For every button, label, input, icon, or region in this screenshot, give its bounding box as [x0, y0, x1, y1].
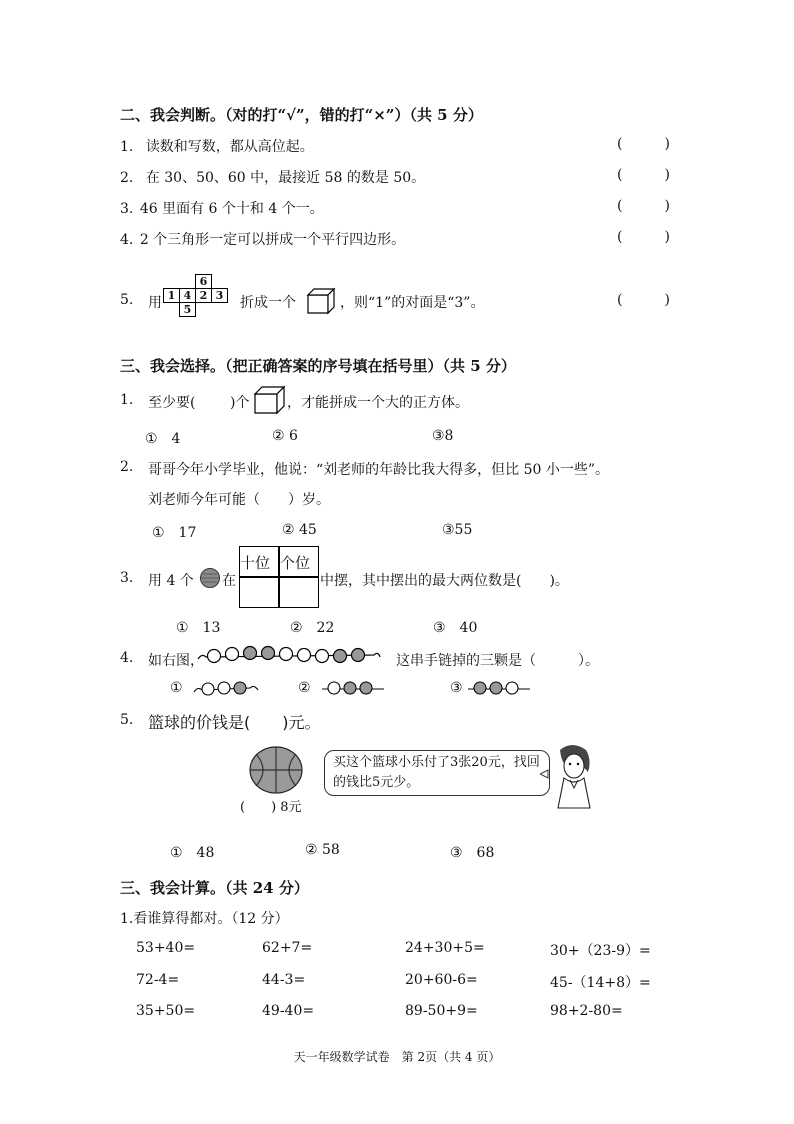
option-2[interactable]: ② 6 [272, 428, 298, 444]
choice-q1-post: ，才能拼成一个大的正方体。 [287, 395, 469, 411]
judge-item-3 [120, 198, 324, 218]
place-value-divider [239, 576, 319, 578]
option-2[interactable]: ② 22 [290, 620, 335, 636]
item-text: 在 30、50、60 中，最接近 58 的数是 50。 [145, 170, 426, 186]
calc-item: 45-（14+8）= [550, 975, 651, 991]
option-3[interactable]: ③8 [432, 428, 454, 444]
option-2[interactable]: ② 58 [305, 842, 340, 858]
section3-title: 三、我会选择。（把正确答案的序号填在括号里）（共 5 分） [120, 357, 516, 375]
option-2[interactable]: ② [298, 680, 311, 696]
item-num: 1. [120, 139, 134, 155]
calc-item: 44-3= [262, 972, 306, 988]
calc-item: 20+60-6= [405, 972, 478, 988]
choice-q3-mid: 在 [222, 573, 236, 589]
judge-item-5-num: 5. [120, 292, 134, 308]
bead-option-1 [192, 678, 260, 698]
judge-item-1 [120, 136, 314, 156]
judge-item-2 [120, 167, 425, 187]
option-3[interactable]: ③55 [442, 522, 473, 538]
option-3[interactable]: ③ [450, 680, 463, 696]
choice-q1-pre: 至少要( [148, 395, 196, 411]
calc-item: 62+7= [262, 940, 313, 956]
speech-text: 买这个篮球小乐付了3张20元，找回的钱比5元少。 [333, 755, 540, 790]
option-3[interactable]: ③ 40 [433, 620, 478, 636]
cube-net [163, 274, 228, 317]
net-cell: 6 [196, 275, 212, 289]
basketball-icon [248, 745, 304, 795]
judge-item-4 [120, 229, 405, 249]
tens-label: 十位 [240, 554, 271, 572]
answer-paren-2[interactable]: ( ) [617, 167, 670, 183]
bracelet-image [196, 643, 382, 667]
net-cell: 4 [180, 289, 196, 303]
option-1[interactable]: ① 4 [145, 431, 181, 447]
option-1[interactable]: ① 48 [170, 845, 215, 861]
item-text: 2 个三角形一定可以拼成一个平行四边形。 [139, 232, 406, 248]
calc-item: 98+2-80= [550, 1003, 623, 1019]
section2-title: 二、我会判断。（对的打“√”，错的打“×”）（共 5 分） [120, 106, 483, 124]
answer-paren-1[interactable]: ( ) [617, 136, 670, 152]
choice-q3-pre: 用 4 个 [148, 573, 194, 589]
judge-item-5-pre: 用 [148, 295, 162, 311]
option-2[interactable]: ② 45 [282, 522, 317, 538]
ones-label: 个位 [280, 554, 311, 572]
choice-q1-mid: )个 [230, 395, 250, 411]
choice-q4-pre: 如右图， [148, 653, 204, 669]
judge-item-5-post: ，则“1”的对面是“3”。 [340, 295, 485, 311]
judge-item-5-mid: 折成一个 [240, 295, 296, 311]
price-label: ( ) 8元 [240, 800, 302, 815]
net-cell: 5 [180, 303, 196, 317]
option-1[interactable]: ① 13 [176, 620, 221, 636]
choice-q4-num: 4. [120, 650, 134, 666]
choice-q2-num: 2. [120, 459, 134, 475]
option-1[interactable]: ① [170, 680, 183, 696]
option-3[interactable]: ③ 68 [450, 845, 495, 861]
cube-icon [253, 385, 287, 415]
cube-icon [306, 287, 336, 315]
net-cell: 2 [196, 289, 212, 303]
page-footer: 天一年级数学试卷 第 2页（共 4 页） [293, 1050, 501, 1064]
choice-q3-post: 中摆，其中摆出的最大两位数是( )。 [320, 573, 569, 589]
net-cell: 3 [212, 289, 228, 303]
choice-q5-text: 篮球的价钱是( )元。 [148, 713, 321, 732]
item-text: 46 里面有 6 个十和 4 个一。 [139, 201, 324, 217]
section4-title: 三、我会计算。（共 24 分） [120, 879, 309, 897]
choice-q2-line2: 刘老师今年可能（ ）岁。 [148, 492, 330, 508]
answer-paren-5[interactable]: ( ) [617, 292, 670, 308]
answer-paren-3[interactable]: ( ) [617, 198, 670, 214]
calc-item: 53+40= [136, 940, 196, 956]
choice-q3-num: 3. [120, 570, 134, 586]
calc-item: 24+30+5= [405, 940, 485, 956]
item-num: 3. [120, 201, 134, 217]
section4-sub: 1.看谁算得都对。（12 分） [120, 911, 289, 927]
calc-item: 72-4= [136, 972, 180, 988]
item-num: 4. [120, 232, 134, 248]
answer-paren-4[interactable]: ( ) [617, 229, 670, 245]
choice-q4-post: 这串手链掉的三颗是（ ）。 [396, 653, 599, 669]
calc-item: 89-50+9= [405, 1003, 478, 1019]
calc-item: 49-40= [262, 1003, 315, 1019]
calc-item: 30+（23-9）= [550, 943, 651, 959]
calc-item: 35+50= [136, 1003, 196, 1019]
choice-q2-line1: 哥哥今年小学毕业，他说：“刘老师的年龄比我大得多，但比 50 小一些”。 [148, 462, 610, 478]
bead-option-2 [320, 678, 386, 698]
choice-q1-num: 1. [120, 392, 134, 408]
bead-option-3 [466, 678, 532, 698]
choice-q5-num: 5. [120, 712, 134, 728]
item-num: 2. [120, 170, 134, 186]
bead-icon [199, 567, 221, 589]
girl-illustration [540, 742, 610, 812]
speech-bubble [324, 750, 550, 796]
option-1[interactable]: ① 17 [152, 525, 197, 541]
item-text: 读数和写数，都从高位起。 [145, 139, 314, 155]
net-cell: 1 [164, 289, 180, 303]
